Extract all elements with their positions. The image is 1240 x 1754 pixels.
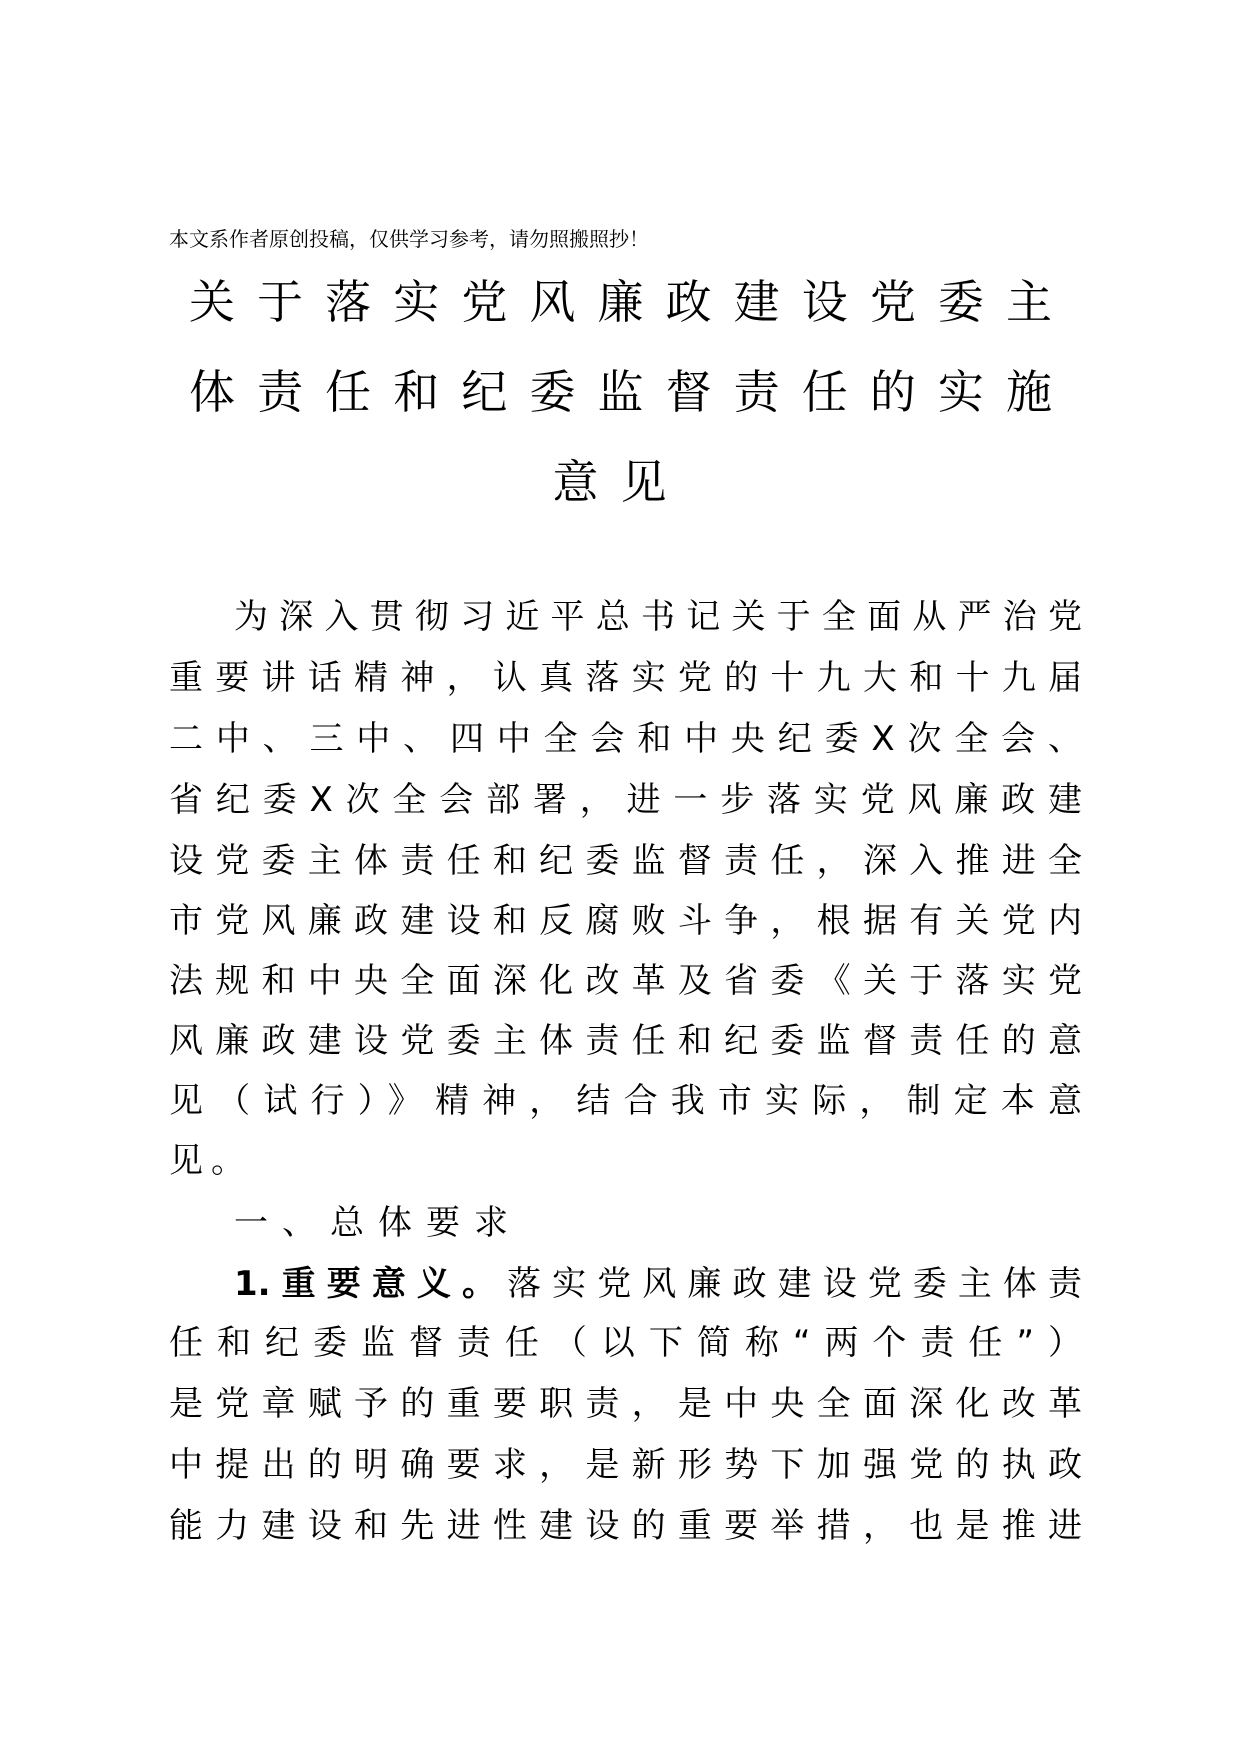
item1-line: 任和纪委监督责任（以下简称“两个责任”） [169, 1323, 1082, 1363]
intro-line: 见（试行）》精神，结合我市实际，制定本意 [169, 1081, 1082, 1121]
intro-line: 见。 [169, 1141, 253, 1181]
document-title-line-1: 关于落实党风廉政建设党委主 [189, 275, 1052, 329]
item1-label: 重要意义。 [270, 1264, 508, 1304]
intro-line: 设党委主体责任和纪委监督责任，深入推进全 [169, 841, 1082, 881]
document-title-line-3: 意见 [552, 455, 689, 509]
copyright-note: 本文系作者原创投稿，仅供学习参考，请勿照搬照抄！ [169, 227, 649, 251]
intro-line: 二中、三中、四中全会和中央纪委X次全会、 [169, 719, 1082, 759]
intro-line: 省纪委X次全会部署，进一步落实党风廉政建 [169, 780, 1082, 820]
intro-line: 为深入贯彻习近平总书记关于全面从严治党 [234, 597, 1082, 637]
item1-line: 是党章赋予的重要职责，是中央全面深化改革 [169, 1384, 1082, 1424]
item1-first-line [234, 1261, 1082, 1307]
intro-line: 风廉政建设党委主体责任和纪委监督责任的意 [169, 1021, 1082, 1061]
intro-line: 法规和中央全面深化改革及省委《关于落实党 [169, 961, 1082, 1001]
section-heading: 一、总体要求 [234, 1203, 522, 1243]
item1-line: 能力建设和先进性建设的重要举措，也是推进 [169, 1506, 1082, 1546]
item1-line: 中提出的明确要求，是新形势下加强党的执政 [169, 1445, 1082, 1485]
document-title-line-2: 体责任和纪委监督责任的实施 [189, 365, 1052, 419]
intro-line: 重要讲话精神，认真落实党的十九大和十九届 [169, 658, 1082, 698]
item1-text: 落实党风廉政建设党委主体责 [507, 1264, 1083, 1304]
item1-number: 1. [234, 1264, 271, 1304]
intro-line: 市党风廉政建设和反腐败斗争，根据有关党内 [169, 901, 1082, 941]
